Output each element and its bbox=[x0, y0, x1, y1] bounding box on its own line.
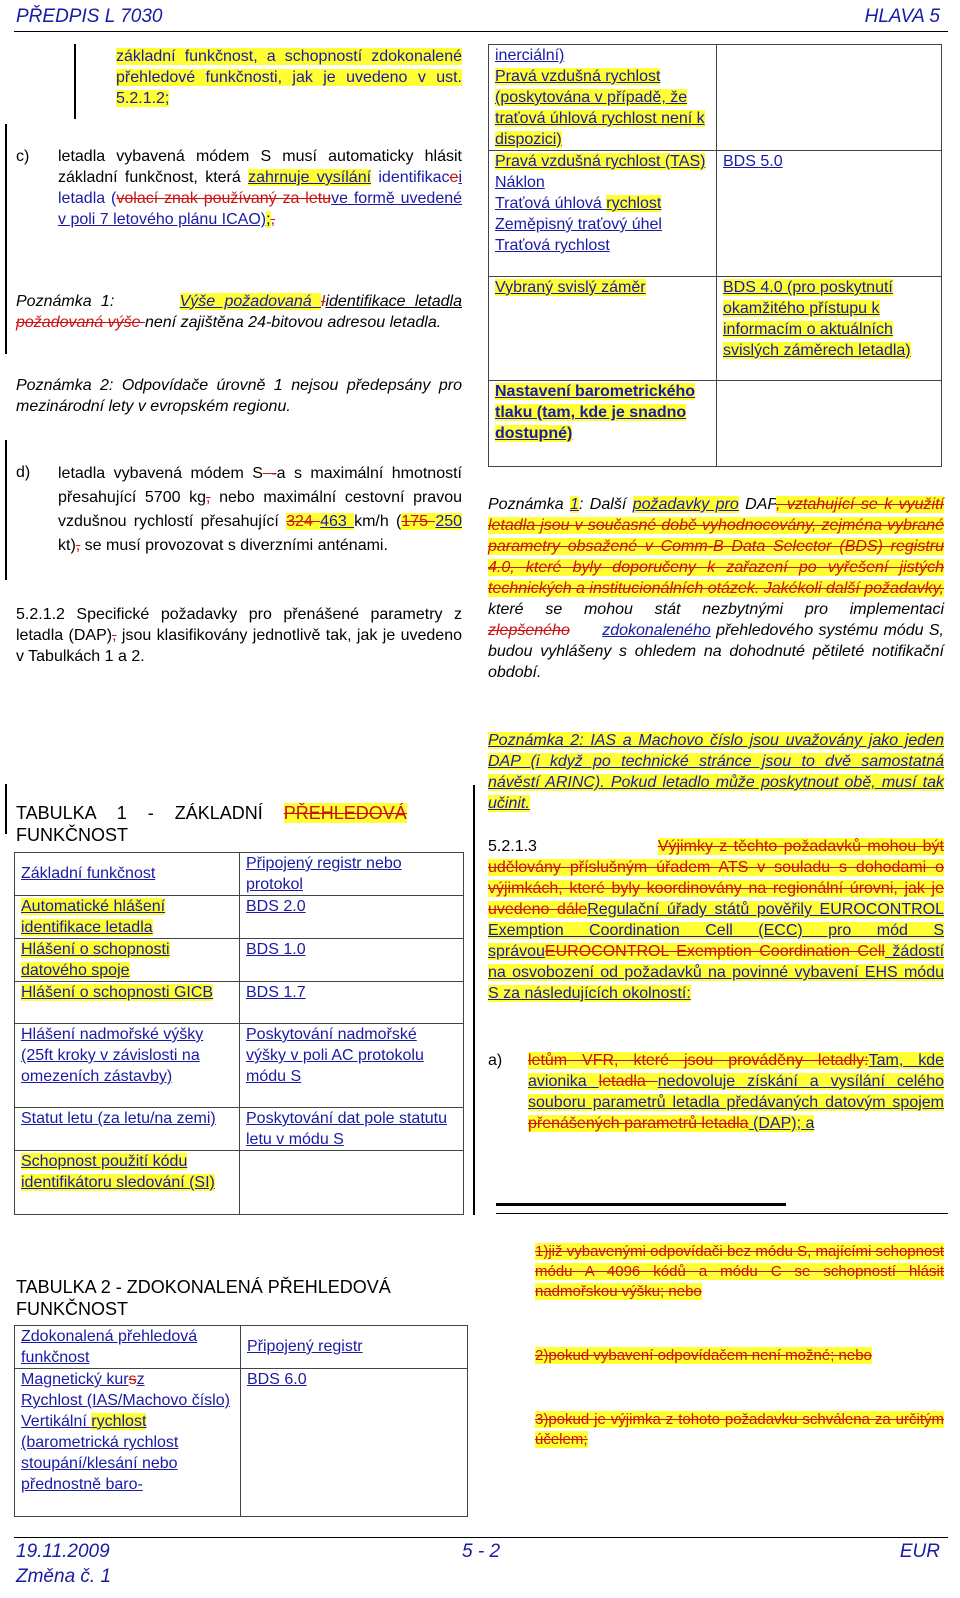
table-row: Statut letu (za letu/na zemi) Poskytování dat pole statutu letu v módu S bbox=[15, 1108, 464, 1151]
table-row: Magnetický kursz Rychlost (IAS/Machovo číslo) Vertikální rychlost (barometrická rychlost stoupání/klesání nebo přednostně baro- BDS 6.0 bbox=[15, 1369, 468, 1517]
item-d-text: letadla vybavená módem S -a s maximální hmotností přesahující 5700 kg, nebo maximální cestovní pravou vzdušnou rychlostí přesahující 324 463 km/h (175 250 kt), se musí provozovat s diverzními anténami. bbox=[58, 465, 463, 554]
item-c-marker: c) bbox=[16, 148, 30, 165]
list-item-1: 1)již vybavenými odpovídači bez módu S, majícími schopnost módu A 4096 kódů a módu C se schopností hlásit nadmořskou výšku; nebo bbox=[535, 1243, 944, 1300]
table-row: Pravá vzdušná rychlost (TAS) Náklon Traťová úhlová rychlost Zeměpisný traťový úhel Traťová rychlost BDS 5.0 bbox=[489, 151, 942, 277]
change-bar bbox=[473, 785, 475, 1215]
section-5-2-1-2: 5.2.1.2 Specifické požadavky pro přenášené parametry z letadla (DAP), jsou klasifikovány jednotlivě tak, jak je uvedeno v Tabulkách 1 a 2. bbox=[16, 606, 462, 665]
header-right: HLAVA 5 bbox=[864, 6, 940, 27]
table-2 bbox=[14, 1325, 468, 1517]
table-1-title: TABULKA 1 - ZÁKLADNÍ PŘEHLEDOVÁ FUNKČNOST bbox=[16, 803, 407, 845]
table-row: Vybraný svislý záměr BDS 4.0 (pro poskytnutí okamžitého přístupu k informacím o aktuálních svislých záměrech letadla) bbox=[489, 277, 942, 381]
table-2-header-cell: Zdokonalená přehledová funkčnost bbox=[15, 1326, 241, 1369]
intro-paragraph: základní funkčnost, a schopností zdokonalené přehledové funkčnosti, jak je uvedeno v ust. 5.2.1.2; bbox=[116, 48, 462, 107]
section-5-2-1-3: 5.2.1.3 Výjimky z těchto požadavků mohou být udělovány příslušným úřadem ATS v souladu s dohodami o výjimkách, které byly koordinovány na regionální úrovni, jak je uvedeno dáleRegulační úřady států pověřily EUROCONTROL Exemption Coordination Cell (ECC) pro mód S správouEUROCONTROL Exemption Coordination Cell žádostí na osvobození od požadavků na povinné vybavení EHS módu S za následujících okolností: bbox=[488, 838, 945, 1002]
table-row: inerciální) Pravá vzdušná rychlost (poskytována v případě, že traťová úhlová rychlost není k dispozici) bbox=[489, 45, 942, 151]
footer-date: 19.11.2009 bbox=[16, 1541, 110, 1562]
table-1 bbox=[14, 852, 464, 1215]
divider bbox=[496, 1203, 786, 1206]
divider bbox=[496, 1213, 948, 1214]
table-2-header-cell: Připojený registr bbox=[241, 1326, 468, 1369]
change-bar bbox=[5, 440, 7, 580]
right-note-2: Poznámka 2: IAS a Machovo číslo jsou uvažovány jako jeden DAP (i když po technické stránce jsou to dvě samostatná návěstí ARINC). Pokud letadlo může poskytnout obě, musí tak učinit. bbox=[488, 732, 944, 812]
item-a-text: letům VFR, které jsou prováděny letadly:Tam, kde avionika letadla nedovoluje získání a vysílání celého souboru parametrů letadla předávaných datovým spojem přenášených parametrů letadla (DAP); a bbox=[528, 1052, 944, 1132]
right-note-1: Poznámka 1: Další požadavky pro DAP, vztahující se k využití letadla jsou v současné době vyhodnocovány, zejména vybrané parametry obsažené v Comm-B Data Selector (BDS) registru 4.0, které byly doporučeny k zařazení po vyřešení jistých technických a institucionálních otázek. Jakékoli další požadavky, které se mohou stát nezbytnými pro implementaci zlepšeného zdokonaleného přehledového systému módu S, budou vyhlášeny s ohledem na dohodnuté pětileté notifikační období. bbox=[488, 496, 945, 681]
table-row: Hlášení nadmořské výšky (25ft kroky v závislosti na omezeních zástavby) Poskytování nadmořské výšky v poli AC protokolu módu S bbox=[15, 1024, 464, 1108]
header-left: PŘEDPIS L 7030 bbox=[16, 6, 163, 27]
item-d-marker: d) bbox=[16, 464, 31, 481]
table-2-title: TABULKA 2 - ZDOKONALENÁ PŘEHLEDOVÁ FUNKČNOST bbox=[16, 1277, 391, 1319]
change-bar bbox=[74, 44, 76, 119]
list-item-2: 2)pokud vybavení odpovídačem není možné; nebo bbox=[535, 1347, 872, 1364]
footer-page: 5 - 2 bbox=[462, 1541, 501, 1562]
table-row: Schopnost použití kódu identifikátoru sledování (SI) bbox=[15, 1151, 464, 1215]
table-row: Hlášení o schopnosti GICB BDS 1.7 bbox=[15, 982, 464, 1024]
item-a-marker: a) bbox=[488, 1052, 503, 1069]
table-1-header-cell: Připojený registr nebo protokol bbox=[240, 853, 464, 896]
list-item-3: 3)pokud je výjimka z tohoto požadavku schválena za určitým účelem; bbox=[535, 1411, 944, 1448]
table-row: Hlášení o schopnosti datového spoje BDS 1.0 bbox=[15, 939, 464, 982]
footer-right: EUR bbox=[899, 1541, 940, 1562]
change-bar bbox=[5, 124, 7, 354]
note-2: Poznámka 2: Odpovídače úrovně 1 nejsou předepsány pro mezinárodní lety v evropském regionu. bbox=[16, 377, 462, 415]
item-c-text: letadla vybavená módem S musí automaticky hlásit základní funkčnost, která zahrnuje vysílání identifikacei letadla (volací znak používaný za letuve formě uvedené v poli 7 letového plánu ICAO);, bbox=[58, 148, 463, 228]
table-2-continued bbox=[488, 44, 942, 467]
table-row: Nastavení barometrického tlaku (tam, kde je snadno dostupné) bbox=[489, 381, 942, 467]
header-rule bbox=[14, 31, 948, 32]
change-bar bbox=[5, 784, 7, 834]
note-1: Poznámka 1: Výše požadovaná Iidentifikace letadla požadovaná výše není zajištěna 24-bitovou adresou letadla. bbox=[16, 293, 462, 331]
footer-change: Změna č. 1 bbox=[16, 1566, 112, 1587]
table-1-header-cell: Základní funkčnost bbox=[15, 853, 240, 896]
table-row: Automatické hlášení identifikace letadla BDS 2.0 bbox=[15, 896, 464, 939]
footer-rule bbox=[14, 1537, 948, 1538]
